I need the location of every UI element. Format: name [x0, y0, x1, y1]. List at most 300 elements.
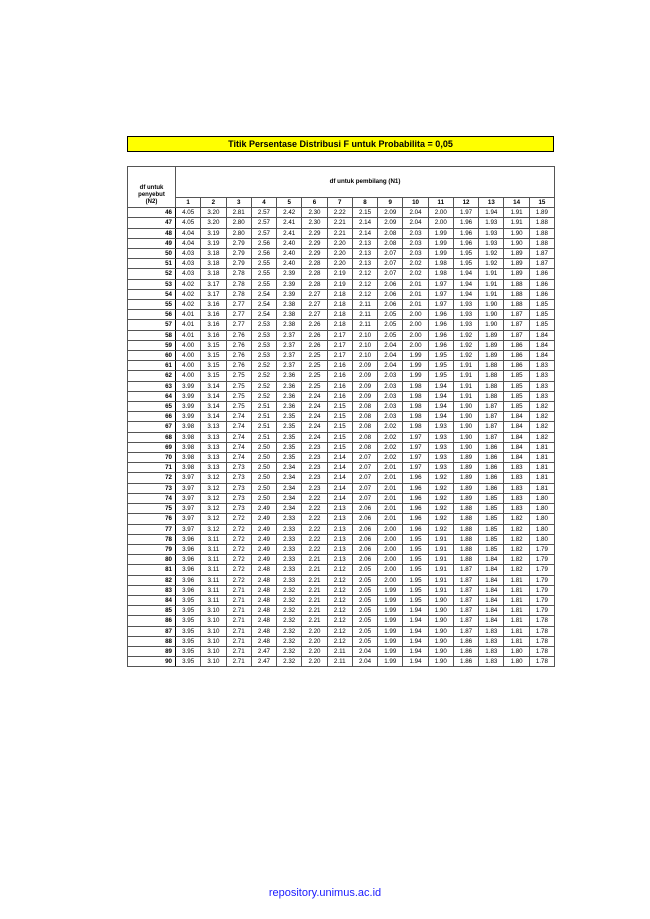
table-cell: 2.18	[327, 300, 352, 310]
table-cell: 2.22	[302, 544, 327, 554]
table-cell: 2.34	[277, 463, 302, 473]
table-cell: 2.47	[251, 657, 276, 667]
table-cell: 2.37	[277, 351, 302, 361]
row-n2-value: 58	[128, 330, 176, 340]
table-title: Titik Persentase Distribusi F untuk Probabilita = 0,05	[127, 136, 554, 152]
table-cell: 1.88	[453, 544, 478, 554]
table-cell: 3.12	[201, 524, 226, 534]
table-cell: 2.20	[327, 238, 352, 248]
row-n2-value: 72	[128, 473, 176, 483]
table-cell: 2.35	[277, 412, 302, 422]
table-cell: 1.99	[403, 351, 428, 361]
table-cell: 2.29	[302, 228, 327, 238]
table-cell: 1.87	[479, 412, 504, 422]
table-cell: 1.87	[504, 330, 529, 340]
table-cell: 2.14	[327, 463, 352, 473]
table-cell: 2.32	[277, 585, 302, 595]
table-row	[128, 585, 555, 595]
table-cell: 2.14	[327, 453, 352, 463]
table-cell: 1.96	[403, 473, 428, 483]
table-cell: 2.73	[226, 504, 251, 514]
table-row	[128, 218, 555, 228]
table-cell: 1.92	[453, 351, 478, 361]
table-cell: 1.79	[529, 585, 554, 595]
table-cell: 2.03	[378, 381, 403, 391]
table-cell: 1.95	[403, 585, 428, 595]
table-cell: 1.81	[504, 595, 529, 605]
table-cell: 1.95	[403, 595, 428, 605]
table-cell: 3.10	[201, 616, 226, 626]
table-cell: 1.89	[453, 473, 478, 483]
table-cell: 3.18	[201, 249, 226, 259]
table-cell: 1.91	[428, 585, 453, 595]
table-cell: 2.26	[302, 330, 327, 340]
table-cell: 3.97	[176, 524, 201, 534]
table-row	[128, 463, 555, 473]
table-cell: 1.79	[529, 555, 554, 565]
table-cell: 2.73	[226, 493, 251, 503]
table-cell: 4.00	[176, 340, 201, 350]
table-cell: 1.83	[504, 483, 529, 493]
table-cell: 2.05	[378, 330, 403, 340]
table-cell: 2.21	[302, 565, 327, 575]
table-cell: 2.36	[277, 402, 302, 412]
table-cell: 1.83	[529, 381, 554, 391]
table-cell: 2.24	[302, 402, 327, 412]
table-cell: 3.97	[176, 473, 201, 483]
table-cell: 2.04	[403, 208, 428, 218]
table-cell: 1.84	[479, 575, 504, 585]
table-cell: 2.53	[251, 320, 276, 330]
table-cell: 2.48	[251, 606, 276, 616]
table-cell: 2.02	[378, 432, 403, 442]
table-cell: 2.72	[226, 514, 251, 524]
table-cell: 2.00	[378, 565, 403, 575]
row-n2-value: 75	[128, 504, 176, 514]
table-cell: 2.15	[327, 412, 352, 422]
row-n2-value: 62	[128, 371, 176, 381]
table-cell: 2.07	[352, 463, 377, 473]
table-cell: 3.20	[201, 218, 226, 228]
table-cell: 4.05	[176, 208, 201, 218]
table-cell: 2.33	[277, 524, 302, 534]
table-cell: 1.84	[529, 340, 554, 350]
table-cell: 2.48	[251, 595, 276, 605]
table-cell: 1.98	[403, 412, 428, 422]
table-cell: 3.16	[201, 330, 226, 340]
table-cell: 2.71	[226, 636, 251, 646]
table-cell: 1.90	[479, 310, 504, 320]
table-cell: 2.06	[352, 544, 377, 554]
table-cell: 2.71	[226, 585, 251, 595]
table-cell: 2.27	[302, 300, 327, 310]
table-cell: 2.74	[226, 422, 251, 432]
column-header-n1: 3	[226, 198, 251, 208]
table-cell: 2.12	[327, 565, 352, 575]
table-cell: 4.04	[176, 228, 201, 238]
table-cell: 2.13	[327, 534, 352, 544]
table-row	[128, 524, 555, 534]
table-cell: 1.90	[453, 402, 478, 412]
row-n2-value: 77	[128, 524, 176, 534]
table-cell: 2.08	[352, 432, 377, 442]
row-n2-value: 90	[128, 657, 176, 667]
table-cell: 1.87	[453, 595, 478, 605]
table-cell: 2.40	[277, 259, 302, 269]
table-cell: 2.03	[378, 391, 403, 401]
table-row	[128, 555, 555, 565]
table-cell: 2.17	[327, 351, 352, 361]
table-cell: 2.73	[226, 483, 251, 493]
table-cell: 2.81	[226, 208, 251, 218]
table-cell: 1.91	[453, 381, 478, 391]
table-cell: 2.14	[327, 483, 352, 493]
table-cell: 2.03	[403, 238, 428, 248]
table-cell: 1.88	[453, 555, 478, 565]
table-cell: 1.93	[428, 463, 453, 473]
table-cell: 1.89	[504, 269, 529, 279]
table-cell: 1.90	[504, 228, 529, 238]
table-cell: 2.57	[251, 228, 276, 238]
table-cell: 3.13	[201, 453, 226, 463]
row-n2-value: 64	[128, 391, 176, 401]
table-cell: 1.85	[479, 514, 504, 524]
table-cell: 1.93	[479, 218, 504, 228]
table-cell: 1.84	[479, 585, 504, 595]
table-row	[128, 504, 555, 514]
table-cell: 2.15	[352, 208, 377, 218]
table-cell: 2.32	[277, 657, 302, 667]
table-cell: 1.87	[453, 626, 478, 636]
table-cell: 1.85	[479, 493, 504, 503]
table-cell: 1.94	[403, 636, 428, 646]
footer-link[interactable]: repository.unimus.ac.id	[268, 887, 382, 899]
table-cell: 1.80	[529, 504, 554, 514]
table-cell: 2.71	[226, 616, 251, 626]
table-cell: 1.98	[428, 259, 453, 269]
row-n2-value: 59	[128, 340, 176, 350]
table-cell: 1.85	[479, 544, 504, 554]
table-cell: 1.94	[428, 402, 453, 412]
table-cell: 2.78	[226, 279, 251, 289]
row-n2-value: 56	[128, 310, 176, 320]
table-cell: 1.99	[378, 646, 403, 656]
table-cell: 2.23	[302, 463, 327, 473]
table-row	[128, 422, 555, 432]
table-cell: 2.74	[226, 442, 251, 452]
table-row	[128, 249, 555, 259]
table-row	[128, 259, 555, 269]
table-cell: 2.01	[378, 463, 403, 473]
table-cell: 1.83	[504, 493, 529, 503]
table-cell: 2.04	[403, 218, 428, 228]
table-row	[128, 320, 555, 330]
table-cell: 2.16	[327, 371, 352, 381]
table-cell: 4.02	[176, 300, 201, 310]
table-cell: 1.94	[403, 606, 428, 616]
table-cell: 4.00	[176, 351, 201, 361]
table-cell: 2.04	[352, 657, 377, 667]
table-row	[128, 238, 555, 248]
table-cell: 3.99	[176, 402, 201, 412]
table-cell: 2.49	[251, 504, 276, 514]
table-cell: 1.95	[428, 371, 453, 381]
table-cell: 1.94	[453, 279, 478, 289]
table-cell: 1.89	[504, 259, 529, 269]
table-cell: 1.99	[378, 636, 403, 646]
table-cell: 2.24	[302, 412, 327, 422]
table-cell: 3.96	[176, 544, 201, 554]
table-cell: 2.04	[378, 361, 403, 371]
table-cell: 2.06	[352, 514, 377, 524]
column-header-n1: 10	[403, 198, 428, 208]
table-cell: 2.22	[302, 493, 327, 503]
table-cell: 2.00	[378, 555, 403, 565]
table-cell: 2.50	[251, 483, 276, 493]
table-cell: 1.84	[504, 453, 529, 463]
table-cell: 2.00	[378, 575, 403, 585]
table-cell: 1.86	[479, 483, 504, 493]
table-cell: 2.13	[352, 238, 377, 248]
table-cell: 1.90	[479, 300, 504, 310]
table-cell: 3.99	[176, 391, 201, 401]
table-cell: 2.72	[226, 575, 251, 585]
table-cell: 3.13	[201, 442, 226, 452]
table-cell: 2.13	[327, 524, 352, 534]
table-cell: 3.17	[201, 289, 226, 299]
column-header-n1: 11	[428, 198, 453, 208]
table-cell: 2.30	[302, 208, 327, 218]
table-cell: 1.90	[453, 422, 478, 432]
table-cell: 2.48	[251, 575, 276, 585]
table-cell: 1.86	[479, 473, 504, 483]
table-cell: 1.97	[403, 432, 428, 442]
table-cell: 1.91	[504, 208, 529, 218]
column-header-n1: 13	[479, 198, 504, 208]
table-cell: 1.85	[529, 320, 554, 330]
table-cell: 1.81	[529, 483, 554, 493]
table-cell: 2.40	[277, 249, 302, 259]
table-cell: 1.80	[529, 493, 554, 503]
table-cell: 1.81	[504, 575, 529, 585]
table-cell: 3.10	[201, 606, 226, 616]
table-cell: 2.13	[327, 544, 352, 554]
table-row	[128, 646, 555, 656]
table-cell: 3.98	[176, 463, 201, 473]
table-cell: 1.94	[479, 208, 504, 218]
table-cell: 1.88	[529, 228, 554, 238]
table-cell: 2.24	[302, 391, 327, 401]
table-cell: 1.84	[529, 330, 554, 340]
table-cell: 1.82	[529, 402, 554, 412]
table-cell: 2.32	[277, 616, 302, 626]
table-cell: 1.83	[479, 646, 504, 656]
table-cell: 3.11	[201, 575, 226, 585]
table-cell: 1.90	[504, 238, 529, 248]
table-cell: 2.01	[403, 300, 428, 310]
table-cell: 2.21	[302, 575, 327, 585]
table-cell: 2.50	[251, 473, 276, 483]
row-n2-value: 61	[128, 361, 176, 371]
table-cell: 1.83	[529, 371, 554, 381]
table-cell: 2.26	[302, 320, 327, 330]
table-cell: 2.03	[378, 412, 403, 422]
table-cell: 2.21	[302, 616, 327, 626]
table-cell: 2.50	[251, 453, 276, 463]
table-cell: 1.95	[453, 259, 478, 269]
row-n2-value: 76	[128, 514, 176, 524]
table-cell: 3.95	[176, 606, 201, 616]
table-cell: 1.83	[504, 463, 529, 473]
table-cell: 1.99	[378, 626, 403, 636]
table-row	[128, 351, 555, 361]
table-cell: 2.49	[251, 514, 276, 524]
table-cell: 4.00	[176, 361, 201, 371]
table-cell: 1.87	[453, 616, 478, 626]
row-n2-value: 52	[128, 269, 176, 279]
table-cell: 1.83	[529, 361, 554, 371]
table-cell: 2.77	[226, 310, 251, 320]
table-cell: 2.25	[302, 371, 327, 381]
table-cell: 1.96	[403, 483, 428, 493]
table-cell: 1.84	[479, 595, 504, 605]
row-n2-value: 78	[128, 534, 176, 544]
table-cell: 2.08	[378, 238, 403, 248]
row-n2-value: 80	[128, 555, 176, 565]
table-cell: 2.10	[352, 340, 377, 350]
table-cell: 1.94	[453, 269, 478, 279]
table-cell: 2.74	[226, 412, 251, 422]
table-cell: 1.82	[529, 422, 554, 432]
table-cell: 2.73	[226, 473, 251, 483]
table-cell: 3.19	[201, 228, 226, 238]
table-cell: 2.14	[327, 493, 352, 503]
table-cell: 2.71	[226, 626, 251, 636]
table-cell: 2.00	[378, 534, 403, 544]
table-cell: 2.53	[251, 351, 276, 361]
row-n2-value: 50	[128, 249, 176, 259]
table-cell: 2.00	[428, 208, 453, 218]
table-cell: 1.99	[428, 249, 453, 259]
table-cell: 2.24	[302, 422, 327, 432]
table-cell: 2.09	[352, 391, 377, 401]
table-cell: 2.52	[251, 371, 276, 381]
table-cell: 1.86	[453, 646, 478, 656]
table-cell: 1.91	[428, 555, 453, 565]
table-cell: 2.17	[327, 340, 352, 350]
table-cell: 1.99	[403, 361, 428, 371]
table-cell: 1.96	[428, 330, 453, 340]
table-row	[128, 544, 555, 554]
table-cell: 2.20	[302, 636, 327, 646]
table-cell: 1.99	[378, 606, 403, 616]
table-cell: 3.14	[201, 412, 226, 422]
table-cell: 2.01	[403, 279, 428, 289]
row-n2-value: 46	[128, 208, 176, 218]
table-cell: 2.10	[352, 330, 377, 340]
table-cell: 1.93	[428, 453, 453, 463]
table-cell: 1.84	[479, 565, 504, 575]
table-cell: 3.98	[176, 442, 201, 452]
table-cell: 2.27	[302, 310, 327, 320]
table-cell: 2.06	[378, 279, 403, 289]
table-cell: 2.02	[378, 422, 403, 432]
table-cell: 1.86	[453, 636, 478, 646]
table-cell: 2.09	[378, 218, 403, 228]
table-cell: 1.93	[428, 442, 453, 452]
table-cell: 2.06	[352, 504, 377, 514]
table-cell: 3.11	[201, 544, 226, 554]
table-cell: 2.07	[352, 453, 377, 463]
table-cell: 1.86	[529, 279, 554, 289]
table-cell: 2.07	[378, 269, 403, 279]
table-cell: 2.12	[352, 289, 377, 299]
table-cell: 1.91	[479, 279, 504, 289]
table-cell: 1.81	[529, 463, 554, 473]
table-cell: 1.80	[529, 514, 554, 524]
table-cell: 2.09	[352, 361, 377, 371]
table-cell: 2.06	[352, 524, 377, 534]
table-cell: 2.12	[327, 575, 352, 585]
table-cell: 1.91	[428, 544, 453, 554]
table-cell: 2.53	[251, 340, 276, 350]
table-cell: 2.08	[352, 442, 377, 452]
table-cell: 1.97	[428, 300, 453, 310]
table-cell: 3.12	[201, 504, 226, 514]
table-cell: 2.00	[428, 218, 453, 228]
table-cell: 4.04	[176, 238, 201, 248]
table-cell: 1.87	[529, 259, 554, 269]
table-cell: 2.01	[378, 483, 403, 493]
table-cell: 3.14	[201, 391, 226, 401]
table-cell: 2.75	[226, 381, 251, 391]
table-cell: 1.96	[453, 238, 478, 248]
table-cell: 2.48	[251, 585, 276, 595]
table-cell: 1.78	[529, 657, 554, 667]
table-cell: 3.12	[201, 473, 226, 483]
row-n2-value: 86	[128, 616, 176, 626]
table-cell: 2.21	[327, 228, 352, 238]
table-cell: 2.25	[302, 381, 327, 391]
table-cell: 1.93	[453, 310, 478, 320]
table-cell: 1.88	[479, 391, 504, 401]
table-cell: 2.79	[226, 238, 251, 248]
table-cell: 2.48	[251, 636, 276, 646]
table-cell: 2.29	[302, 249, 327, 259]
table-cell: 2.25	[302, 351, 327, 361]
table-cell: 3.12	[201, 514, 226, 524]
table-cell: 2.05	[378, 310, 403, 320]
table-cell: 1.83	[504, 473, 529, 483]
table-cell: 2.76	[226, 361, 251, 371]
table-cell: 3.15	[201, 340, 226, 350]
table-cell: 2.54	[251, 310, 276, 320]
table-cell: 2.06	[352, 534, 377, 544]
table-cell: 2.05	[352, 636, 377, 646]
table-cell: 2.09	[352, 371, 377, 381]
table-cell: 1.81	[504, 585, 529, 595]
table-cell: 1.92	[428, 473, 453, 483]
table-cell: 2.09	[378, 208, 403, 218]
table-cell: 2.14	[352, 218, 377, 228]
table-cell: 2.33	[277, 514, 302, 524]
table-cell: 2.74	[226, 432, 251, 442]
table-cell: 4.02	[176, 279, 201, 289]
table-cell: 2.19	[327, 279, 352, 289]
table-cell: 2.32	[277, 595, 302, 605]
table-cell: 2.12	[327, 636, 352, 646]
row-n2-value: 53	[128, 279, 176, 289]
